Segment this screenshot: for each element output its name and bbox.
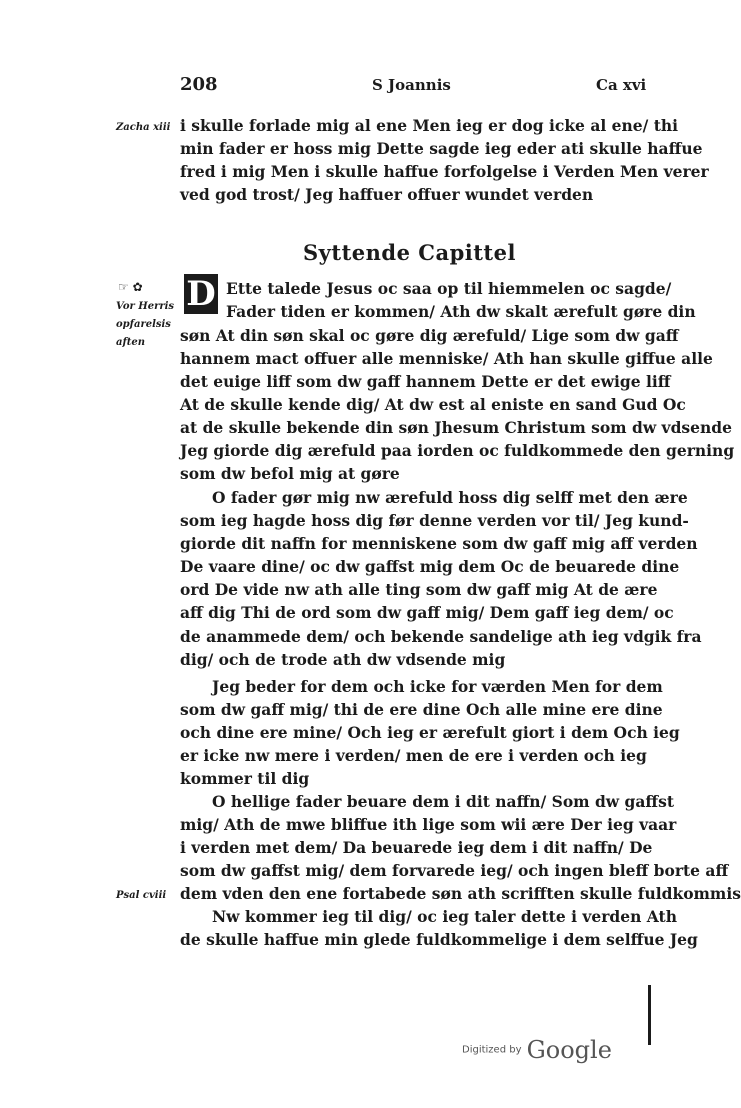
text-line: At de skulle kende dig/ At dw est al eniste en sand Gud Oc <box>180 395 686 414</box>
chapter-title: Syttende Capittel <box>303 240 516 265</box>
text-line: de skulle haffue min glede fuldkommelige i dem selffue Jeg <box>180 930 698 949</box>
text-line: som dw gaffst mig/ dem forvarede ieg/ och ingen bleff borte aff <box>180 861 729 880</box>
text-line: som dw gaff mig/ thi de ere dine Och alle mine ere dine <box>180 700 663 719</box>
margin-note-psal: Psal cviii <box>116 890 167 901</box>
running-header <box>0 74 680 102</box>
text-line: Nw kommer ieg til dig/ oc ieg taler dette i verden Ath <box>212 907 677 926</box>
margin-note-opfarelsis: opfarelsis <box>116 319 171 330</box>
drop-cap: D <box>184 274 218 314</box>
margin-note-vor-herris: Vor Herris <box>116 301 175 312</box>
text-line: Ette talede Jesus oc saa op til hiemmelen oc sagde/ <box>226 279 672 298</box>
text-line: Fader tiden er kommen/ Ath dw skalt ærefult gøre din <box>226 302 696 321</box>
text-line: som ieg hagde hoss dig før denne verden vor til/ Jeg kund- <box>180 511 689 530</box>
text-line: O fader gør mig nw ærefuld hoss dig selff met den ære <box>212 488 688 507</box>
text-line: de anammede dem/ och bekende sandelige ath ieg vdgik fra <box>180 627 702 646</box>
pointing-hand-icon: ☞ ✿ <box>118 280 143 294</box>
text-line: min fader er hoss mig Dette sagde ieg eder ati skulle haffue <box>180 139 703 158</box>
text-line: fred i mig Men i skulle haffue forfolgelse i Verden Men verer <box>180 162 709 181</box>
text-line: søn At din søn skal oc gøre dig ærefuld/ Lige som dw gaff <box>180 326 679 345</box>
margin-note-aften: aften <box>116 337 146 348</box>
text-line: at de skulle bekende din søn Jhesum Christum som dw vdsende <box>180 418 732 437</box>
chapter-reference: Ca xvi <box>596 76 647 94</box>
text-line: hannem mact offuer alle menniske/ Ath han skulle giffue alle <box>180 349 713 368</box>
text-line: och dine ere mine/ Och ieg er ærefult giort i dem Och ieg <box>180 723 680 742</box>
text-line: er icke nw mere i verden/ men de ere i verden och ieg <box>180 746 647 765</box>
text-line: dig/ och de trode ath dw vdsende mig <box>180 650 506 669</box>
text-line: kommer til dig <box>180 769 310 788</box>
running-title: S Joannis <box>372 76 451 94</box>
text-line: giorde dit naffn for menniskene som dw gaff mig aff verden <box>180 534 698 553</box>
text-line: O hellige fader beuare dem i dit naffn/ Som dw gaffst <box>212 792 675 811</box>
page-number: 208 <box>180 74 218 95</box>
digitized-by-label: Digitized by <box>462 1044 522 1056</box>
text-line: Jeg giorde dig ærefuld paa iorden oc fuldkommede den gerning <box>180 441 735 460</box>
text-line: i skulle forlade mig al ene Men ieg er dog icke al ene/ thi <box>180 116 679 135</box>
margin-note-zacha: Zacha xiii <box>116 122 171 133</box>
text-line: Jeg beder for dem och icke for værden Men for dem <box>212 677 663 696</box>
digitized-watermark <box>462 1036 612 1064</box>
text-line: aff dig Thi de ord som dw gaff mig/ Dem gaff ieg dem/ oc <box>180 603 674 622</box>
text-line: som dw befol mig at gøre <box>180 464 400 483</box>
text-line: dem vden den ene fortabede søn ath scrifften skulle fuldkommis <box>180 884 741 903</box>
google-logo: Google <box>526 1036 612 1064</box>
text-line: De vaare dine/ oc dw gaffst mig dem Oc de beuarede dine <box>180 557 680 576</box>
text-line: i verden met dem/ Da beuarede ieg dem i dit naffn/ De <box>180 838 653 857</box>
scan-edge-mark <box>648 985 651 1045</box>
text-line: det euige liff som dw gaff hannem Dette er det ewige liff <box>180 372 671 391</box>
text-line: mig/ Ath de mwe bliffue ith lige som wii ære Der ieg vaar <box>180 815 677 834</box>
text-line: ord De vide nw ath alle ting som dw gaff mig At de ære <box>180 580 658 599</box>
text-line: ved god trost/ Jeg haffuer offuer wundet verden <box>180 185 594 204</box>
